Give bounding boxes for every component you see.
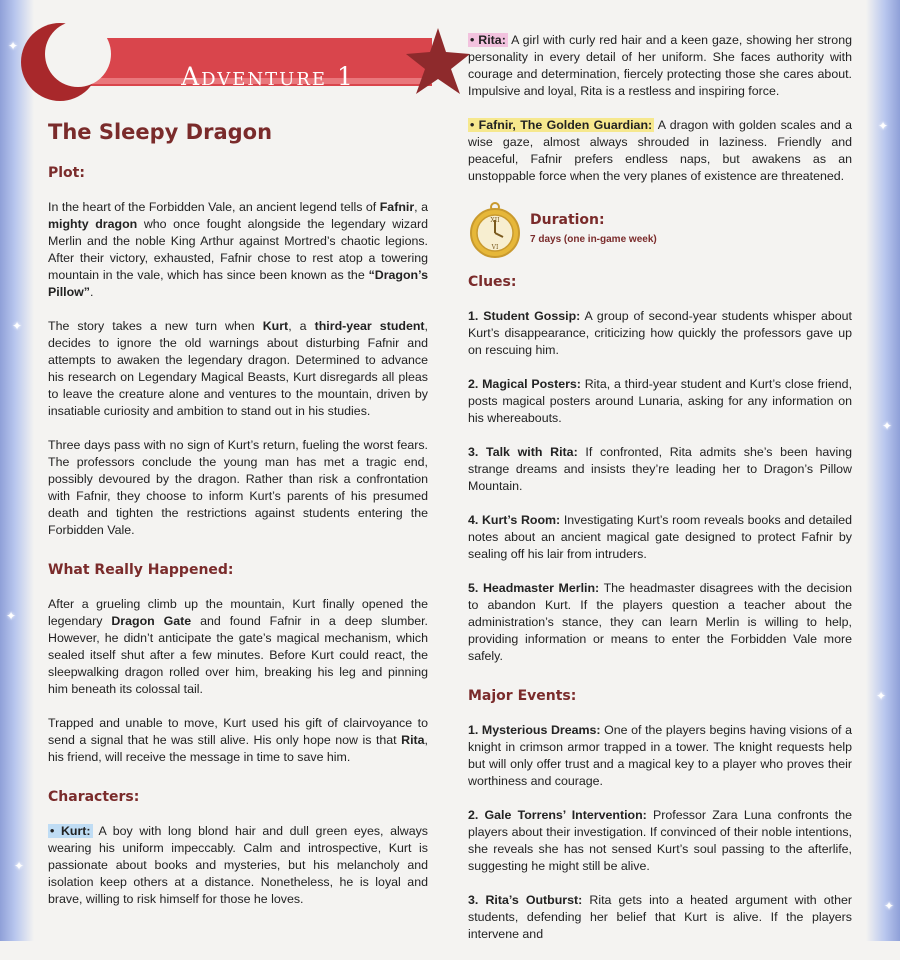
event-item: 2. Gale Torrens’ Intervention: Professor Zara Luna confronts the players about their investigation. If convinced of their noble intentions, she reveals she has not sensed Kurt’s soul passing to the afterlife, suggesting he might still be alive. (468, 808, 852, 873)
clock-icon (468, 202, 522, 258)
clues-heading: Clues: (468, 274, 517, 290)
left-starry-border (0, 0, 34, 941)
character-fafnir: • Fafnir, The Golden Guardian: A dragon with golden scales and a wise gaze, almost always shrouded in laziness. Friendly and peaceful, Fafnir prefers endless naps, but awakens as an unstoppable force when the very planes of existence are threatened. (468, 118, 852, 183)
plot-heading: Plot: (48, 165, 85, 181)
adventure-banner (20, 22, 470, 102)
sparkle-icon: ✦ (884, 899, 895, 913)
clue-item: 2. Magical Posters: Rita, a third-year student and Kurt’s close friend, posts magical posters around Lunaria, asking for any information on his whereabouts. (468, 377, 853, 425)
sparkle-icon: ✦ (12, 319, 23, 333)
sparkle-icon: ✦ (878, 119, 889, 133)
clue-item: 5. Headmaster Merlin: The headmaster disagrees with the decision to abandon Kurt. If the players question a teacher about the administration’s stance, they can learn Merlin is willing to help, providing information or means to enter the Forbidden Vale more safely. (468, 581, 852, 663)
plot-paragraph-3: Three days pass with no sign of Kurt’s return, fueling the worst fears. The professors conclude the young man has met a tragic end, possibly devoured by the dragon. Rather than risk a confrontation with Fafnir, they choose to inform Kurt’s parents of his presumed death and tighten the restrictions against students entering the Forbidden Vale. (48, 438, 428, 537)
event-item: 1. Mysterious Dreams: One of the players begins having visions of a knight in crimson armor trapped in a tower. The knight requests help but will only offer trust and a magical key to a player who proves their worthiness and courage. (468, 723, 852, 788)
svg-text:XII: XII (490, 217, 500, 224)
moon-cutout (45, 22, 111, 87)
svg-text:VI: VI (491, 244, 499, 251)
sparkle-icon: ✦ (14, 859, 25, 873)
sparkle-icon: ✦ (8, 39, 19, 53)
sparkle-icon: ✦ (876, 689, 887, 703)
right-column (468, 32, 852, 960)
right-starry-border (866, 0, 900, 941)
left-column (48, 118, 428, 925)
duration-block (468, 202, 852, 258)
sparkle-icon: ✦ (882, 419, 893, 433)
really-paragraph-2: Trapped and unable to move, Kurt used his gift of clairvoyance to send a signal that he was still alive. His only hope now is that Rita, his friend, will receive the message in time to save him. (48, 716, 428, 764)
clue-item: 3. Talk with Rita: If confronted, Rita admits she’s been having strange dreams and insists they’re leading her to Dragon’s Pillow Mountain. (468, 445, 852, 493)
major-events-heading: Major Events: (468, 688, 577, 704)
character-kurt: • Kurt: A boy with long blond hair and dull green eyes, always wearing his uniform impeccably. Calm and introspective, Kurt is passionate about books and mysteries, but his melancholy and isolation keep others at a distance. Nonetheless, he is loyal and brave, willing to risk himself for those he loves. (48, 824, 429, 906)
sparkle-icon: ✦ (6, 609, 17, 623)
what-really-happened-heading: What Really Happened: (48, 562, 234, 578)
really-paragraph-1: After a grueling climb up the mountain, Kurt finally opened the legendary Dragon Gate and found Fafnir in a deep slumber. However, he didn’t anticipate the gate’s magical mechanism, which sealed itself shut after a few minutes. Before Kurt could react, the sleepwalking dragon rolled over him, breaking his leg and pinning him beneath its colossal tail. (48, 597, 428, 696)
event-item: 3. Rita’s Outburst: Rita gets into a heated argument with other students, defending her belief that Kurt is alive. If the players intervene and (468, 893, 853, 941)
plot-paragraph-1: In the heart of the Forbidden Vale, an ancient legend tells of Fafnir, a mighty dragon who once fought alongside the legendary wizard Merlin and the noble King Arthur against Mortred’s chaotic legions. After their victory, exhausted, Fafnir chose to rest atop a towering mountain in the vale, which has since been known as the “Dragon’s Pillow”. (48, 200, 428, 299)
duration-label: Duration: (530, 212, 605, 228)
clue-item: 1. Student Gossip: A group of second-year students whisper about Kurt’s disappearance, criticizing how quickly the professors gave up on rescuing him. (468, 309, 852, 357)
banner-title: Adventure 1 (181, 62, 355, 91)
duration-value: 7 days (one in-game week) (530, 234, 657, 245)
plot-paragraph-2: The story takes a new turn when Kurt, a third-year student, decides to ignore the old warnings about disturbing Fafnir and attempts to awaken the legendary dragon. Determined to advance his research on Legendary Magical Beasts, Kurt disregards all pleas to leave the creature alone and ventures to the mountain, driven by insatiable curiosity and ambition to stand out in his studies. (48, 319, 428, 418)
clue-item: 4. Kurt’s Room: Investigating Kurt’s room reveals books and detailed notes about an ancient magical gate designed to protect Fafnir by sealing off his lair from intruders. (468, 513, 852, 561)
adventure-title: The Sleepy Dragon (48, 120, 273, 144)
character-rita: • Rita: A girl with curly red hair and a keen gaze, showing her strong personality in every detail of her uniform. She faces authority with courage and determination, fiercely protecting those she cares about. Impulsive and loyal, Rita is a restless and inspiring force. (468, 33, 852, 98)
characters-heading: Characters: (48, 789, 140, 805)
